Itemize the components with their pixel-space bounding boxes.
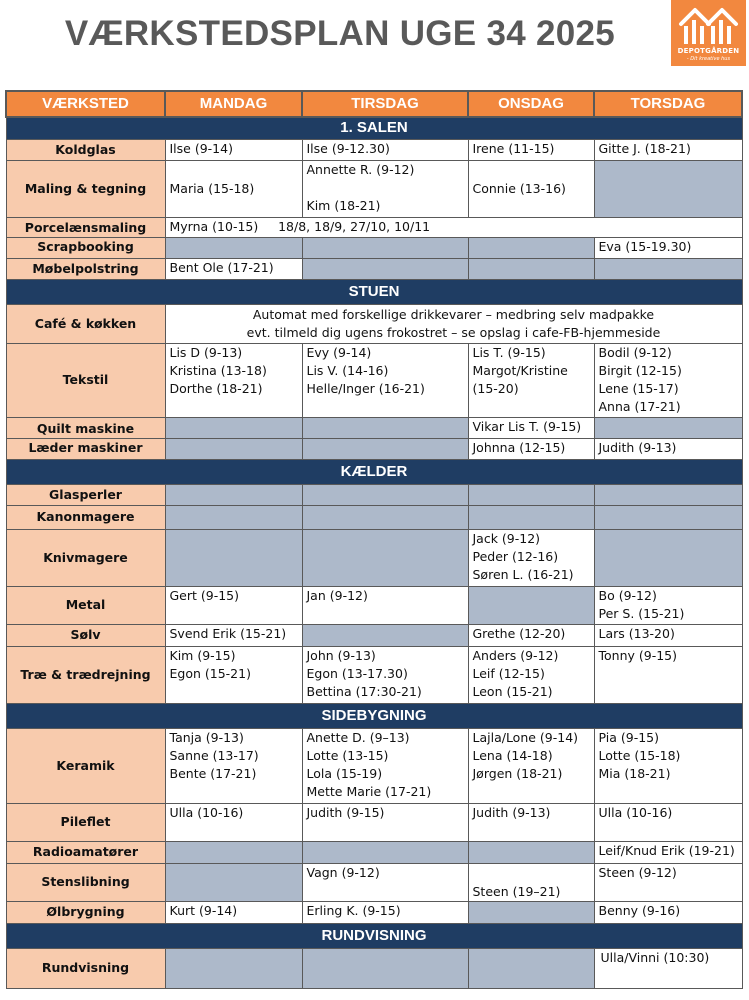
schedule-cell: Lars (13-20) [594,624,742,646]
schedule-cell: Connie (13-16) [468,160,594,217]
schedule-entry: Bo (9-12) [598,587,657,603]
table-row [6,417,742,438]
schedule-entry: Pia (9-15) [598,729,659,745]
column-header-tuesday: TIRSDAG [302,91,468,117]
table-row [6,258,742,279]
table-row [6,728,742,803]
schedule-cell: Kurt (9-14) [165,901,302,923]
schedule-cell [594,586,742,624]
empty-cell [165,841,302,863]
section-header-stuen: STUEN [6,279,742,304]
schedule-entry: Lena (14-18) [472,747,553,763]
table-row [6,505,742,529]
table-row [6,139,742,160]
column-header-thursday: TORSDAG [594,91,742,117]
table-row [6,841,742,863]
schedule-entry: Jack (9-12) [472,530,541,546]
cafe-info-line: evt. tilmeld dig ugens frokostret – se opslag i cafe-FB-hjemmeside [246,324,661,340]
header-row [6,91,742,117]
table-row [6,529,742,586]
empty-cell [468,505,594,529]
empty-cell [594,160,742,217]
schedule-entry: Helle/Inger (16-21) [306,380,425,396]
workshop-name: Koldglas [6,139,165,160]
schedule-cell [468,728,594,803]
workshop-name: Stenslibning [6,863,165,901]
empty-cell [165,417,302,438]
schedule-entry: Evy (9-14) [306,344,372,360]
schedule-cell [165,646,302,703]
column-header-monday: MANDAG [165,91,302,117]
workshop-name: Møbelpolstring [6,258,165,279]
empty-cell [302,484,468,505]
workshop-name: Pileflet [6,803,165,841]
table-row [6,948,742,988]
workshop-name: Rundvisning [6,948,165,988]
schedule-entry: Sanne (13-17) [169,747,259,763]
table-row [6,438,742,459]
schedule-cell: Irene (11-15) [468,139,594,160]
schedule-entry: Anders (9-12) [472,647,559,663]
empty-cell [302,841,468,863]
workshop-name: Metal [6,586,165,624]
schedule-entry: Peder (12-16) [472,548,559,564]
workshop-name: Café & køkken [6,304,165,343]
empty-cell [165,948,302,988]
table-row [6,237,742,258]
schedule-entry: Per S. (15-21) [598,605,685,621]
schedule-cell: Judith (9-13) [594,438,742,459]
empty-cell [468,237,594,258]
schedule-cell [165,728,302,803]
schedule-entry: Anette D. (9–13) [306,729,410,745]
schedule-entry: Bodil (9-12) [598,344,672,360]
empty-cell [165,484,302,505]
workshop-name: Scrapbooking [6,237,165,258]
schedule-entry: Søren L. (16-21) [472,566,574,582]
schedule-cell: Benny (9-16) [594,901,742,923]
workshop-name: Glasperler [6,484,165,505]
schedule-entry: Lis D (9-13) [169,344,243,360]
schedule-entry: Dorthe (18-21) [169,380,263,396]
schedule-entry: Lajla/Lone (9-14) [472,729,579,745]
workshop-name: Ølbrygning [6,901,165,923]
schedule-cell: Johnna (12-15) [468,438,594,459]
schedule-cell [468,529,594,586]
empty-cell [165,505,302,529]
empty-cell [302,624,468,646]
schedule-cell: Vagn (9-12) [302,863,468,901]
workshop-name: Kanonmagere [6,505,165,529]
schedule-cell: Steen (19–21) [468,863,594,901]
table-row [6,901,742,923]
houses-icon [677,4,740,46]
empty-cell [594,258,742,279]
workshop-name: Porcelænsmaling [6,217,165,237]
empty-cell [594,505,742,529]
empty-cell [302,237,468,258]
schedule-entry: Leif (12-15) [472,665,545,681]
logo [671,0,746,66]
schedule-cell: Grethe (12-20) [468,624,594,646]
schedule-cell [302,728,468,803]
empty-cell [302,438,468,459]
schedule-entry: Lene (15-17) [598,380,679,396]
schedule-entry: Kim (18-21) [306,197,381,213]
schedule-entry: Margot/Kristine [472,362,568,378]
workshop-name: Keramik [6,728,165,803]
table-row [6,304,742,343]
empty-cell [165,438,302,459]
schedule-entry: Mia (18-21) [598,765,671,781]
schedule-entry: Lola (15-19) [306,765,383,781]
schedule-cell: Erling K. (9-15) [302,901,468,923]
table-row [6,863,742,901]
schedule-entry: Tanja (9-13) [169,729,244,745]
schedule-cell: Svend Erik (15-21) [165,624,302,646]
empty-cell [302,258,468,279]
empty-cell [468,841,594,863]
column-header-wednesday: ONSDAG [468,91,594,117]
column-header-workshop: VÆRKSTED [6,91,165,117]
schedule-cell [468,343,594,417]
table-row [6,343,742,417]
empty-cell [468,484,594,505]
empty-cell [302,417,468,438]
schedule-cell: Vikar Lis T. (9-15) [468,417,594,438]
schedule-cell: Eva (15-19.30) [594,237,742,258]
schedule-cell: Maria (15-18) [165,160,302,217]
section-header-kaelder: KÆLDER [6,459,742,484]
schedule-entry: Annette R. (9-12) [306,161,415,177]
section-header-sidebygning: SIDEBYGNING [6,703,742,728]
schedule-cell [302,343,468,417]
table-row [6,160,742,217]
cafe-info-cell [165,304,742,343]
logo-tagline: - Dit kreative hus [686,56,731,62]
schedule-entry: Bettina (17:30-21) [306,683,422,699]
schedule-table [5,90,743,989]
schedule-entry: Anna (17-21) [598,398,681,414]
schedule-cell: Gert (9-15) [165,586,302,624]
empty-cell [302,529,468,586]
schedule-cell: Ulla/Vinni (10:30) [594,948,742,988]
cafe-info-line: Automat med forskellige drikkevarer – medbring selv madpakke [252,306,655,322]
workshop-name: Quilt maskine [6,417,165,438]
schedule-cell: Judith (9-13) [468,803,594,841]
table-row [6,646,742,703]
page-title: VÆRKSTEDSPLAN UGE 34 2025 [64,14,616,53]
table-row [6,803,742,841]
schedule-entry: John (9-13) [306,647,376,663]
schedule-cell: Judith (9-15) [302,803,468,841]
schedule-cell: Steen (9-12) [594,863,742,901]
workshop-name: Læder maskiner [6,438,165,459]
empty-cell [165,237,302,258]
schedule-cell [302,160,468,217]
table-row [6,624,742,646]
schedule-entry: Kim (9-15) [169,647,236,663]
logo-name: DEPOTGÅRDEN [677,47,740,55]
schedule-cell [165,343,302,417]
schedule-entry: Bente (17-21) [169,765,257,781]
empty-cell [468,586,594,624]
empty-cell [594,484,742,505]
workshop-name: Tekstil [6,343,165,417]
schedule-cell: Jan (9-12) [302,586,468,624]
workshop-name: Radioamatører [6,841,165,863]
table-row [6,484,742,505]
schedule-entry: Egon (13-17.30) [306,665,408,681]
schedule-entry: Egon (15-21) [169,665,251,681]
empty-cell [468,901,594,923]
schedule-entry: Kristina (13-18) [169,362,267,378]
empty-cell [165,529,302,586]
section-header-salen: 1. SALEN [6,117,742,139]
schedule-cell: Ilse (9-14) [165,139,302,160]
schedule-cell: Ulla (10-16) [165,803,302,841]
schedule-cell: Tonny (9-15) [594,646,742,703]
empty-cell [165,863,302,901]
table-row [6,217,742,237]
workshop-name: Sølv [6,624,165,646]
workshop-name: Maling & tegning [6,160,165,217]
workshop-name: Træ & trædrejning [6,646,165,703]
schedule-cell: Leif/Knud Erik (19-21) [594,841,742,863]
schedule-cell: Ulla (10-16) [594,803,742,841]
empty-cell [594,529,742,586]
schedule-entry: Lotte (13-15) [306,747,389,763]
schedule-entry: Jørgen (18-21) [472,765,563,781]
schedule-cell: Ilse (9-12.30) [302,139,468,160]
schedule-cell [302,646,468,703]
empty-cell [468,258,594,279]
empty-cell [302,505,468,529]
schedule-cell [594,343,742,417]
empty-cell [302,948,468,988]
schedule-cell [468,646,594,703]
schedule-entry: Lotte (15-18) [598,747,681,763]
empty-cell [594,417,742,438]
schedule-cell: Bent Ole (17-21) [165,258,302,279]
empty-cell [468,948,594,988]
schedule-cell: Gitte J. (18-21) [594,139,742,160]
schedule-entry: Leon (15-21) [472,683,553,699]
section-header-rundvisning: RUNDVISNING [6,923,742,948]
schedule-cell: Myrna (10-15) 18/8, 18/9, 27/10, 10/11 [165,217,742,237]
schedule-entry: Lis T. (9-15) [472,344,546,360]
schedule-entry: Birgit (12-15) [598,362,682,378]
schedule-entry: Lis V. (14-16) [306,362,389,378]
workshop-name: Knivmagere [6,529,165,586]
table-row [6,586,742,624]
schedule-entry: Mette Marie (17-21) [306,783,432,799]
schedule-cell [594,728,742,803]
schedule-entry: (15-20) [472,380,519,396]
